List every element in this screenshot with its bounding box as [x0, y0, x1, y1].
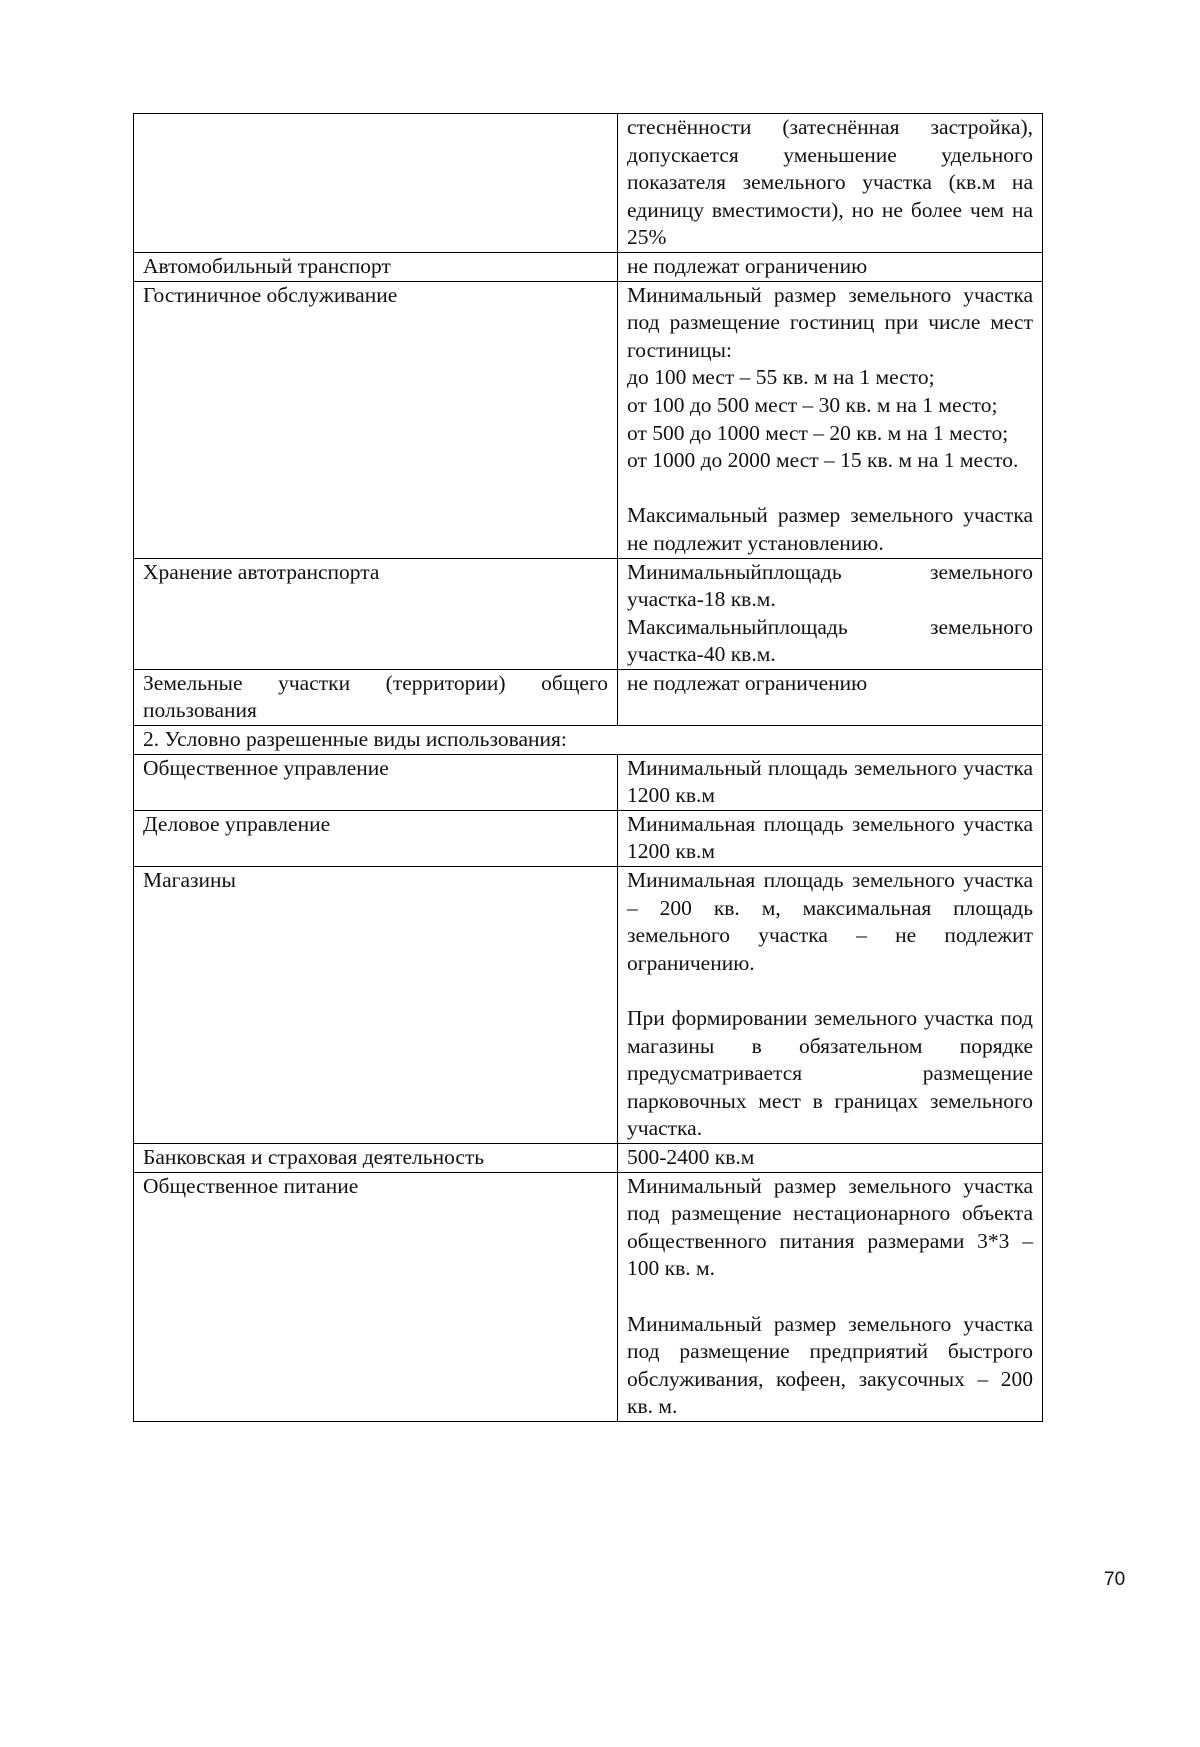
cell-paragraph: Минимальный размер земельного участка под размещение предприятий быстрого обслуживания, кофеен, закусочных – 200 кв. м. [627, 1311, 1033, 1419]
cell-paragraph: Минимальный площадь земельного участка 1200 кв.м [627, 755, 1033, 808]
cell-paragraph: Максимальный размер земельного участка не подлежит установлению. [627, 503, 1033, 555]
cell-paragraph: от 1000 до 2000 мест – 15 кв. м на 1 место. [627, 448, 1019, 473]
regulations-table [133, 113, 1043, 1422]
blank-line [627, 475, 1033, 503]
cell-paragraph: не подлежат ограничению [627, 253, 868, 278]
cell-paragraph: Минимальный размер земельного участка под размещение гостиниц при числе мест гостиницы: [627, 282, 1033, 362]
section-header-row [134, 726, 1043, 755]
table-cell-label: Общественное управление [134, 754, 618, 810]
cell-paragraph: Минимальная площадь земельного участка – 200 кв. м, максимальная площадь земельного участка – не подлежит ограничению. [627, 868, 1033, 975]
cell-paragraph: При формировании земельного участка под магазины в обязательном порядке предусматривается размещение парковочных мест в границах земельного участка. [627, 1006, 1033, 1141]
table-row [134, 1143, 1043, 1172]
cell-paragraph: Минимальныйплощадь земельного участка-18 кв.м. [627, 559, 1033, 612]
table-cell-label: Общественное питание [134, 1172, 618, 1421]
blank-line [627, 1283, 1033, 1311]
table-cell-value [618, 281, 1043, 558]
cell-paragraph: 500-2400 кв.м [627, 1144, 755, 1169]
table-cell-value [618, 669, 1043, 725]
table-cell-value [618, 558, 1043, 669]
cell-paragraph: не подлежат ограничению [627, 670, 868, 695]
table-cell-value [618, 1172, 1043, 1421]
cell-paragraph: от 500 до 1000 мест – 20 кв. м на 1 место; [627, 420, 1009, 445]
section-heading: 2. Условно разрешенные виды использования: [134, 726, 1043, 755]
table-row [134, 281, 1043, 558]
cell-paragraph: стеснённости (затеснённая застройка), допускается уменьшение удельного показателя земельного участка (кв.м на единицу вместимости), но не более чем на 25% [627, 115, 1033, 250]
table-row [134, 558, 1043, 669]
table-cell-label: Гостиничное обслуживание [134, 281, 618, 558]
table-cell-label: Банковская и страховая деятельность [134, 1143, 618, 1172]
cell-paragraph: Минимальная площадь земельного участка 1200 кв.м [627, 811, 1033, 864]
table-cell-label [134, 114, 618, 253]
table-row [134, 669, 1043, 725]
page-number: 70 [1104, 1569, 1126, 1590]
table-row [134, 867, 1043, 1144]
blank-line [627, 977, 1033, 1005]
table-cell-value [618, 867, 1043, 1144]
cell-paragraph: Минимальный размер земельного участка под размещение нестационарного объекта общественного питания размерами 3*3 – 100 кв. м. [627, 1173, 1033, 1281]
table-row [134, 252, 1043, 281]
cell-paragraph: Максимальныйплощадь земельного участка-40 кв.м. [627, 614, 1033, 667]
table-cell-value [618, 754, 1043, 810]
table-cell-label: Автомобильный транспорт [134, 252, 618, 281]
table-cell-label: Магазины [134, 867, 618, 1144]
table-cell-label: Деловое управление [134, 810, 618, 866]
table-cell-label: Хранение автотранспорта [134, 558, 618, 669]
table-row [134, 114, 1043, 253]
table-cell-value [618, 810, 1043, 866]
cell-paragraph: от 100 до 500 мест – 30 кв. м на 1 место; [627, 392, 998, 417]
table-cell-value [618, 1143, 1043, 1172]
table-cell-value [618, 252, 1043, 281]
table-row [134, 1172, 1043, 1421]
cell-paragraph: до 100 мест – 55 кв. м на 1 место; [627, 365, 935, 390]
table-cell-value [618, 114, 1043, 253]
table-cell-label: Земельные участки (территории) общего пользования [134, 669, 618, 725]
table-row [134, 810, 1043, 866]
table-row [134, 754, 1043, 810]
